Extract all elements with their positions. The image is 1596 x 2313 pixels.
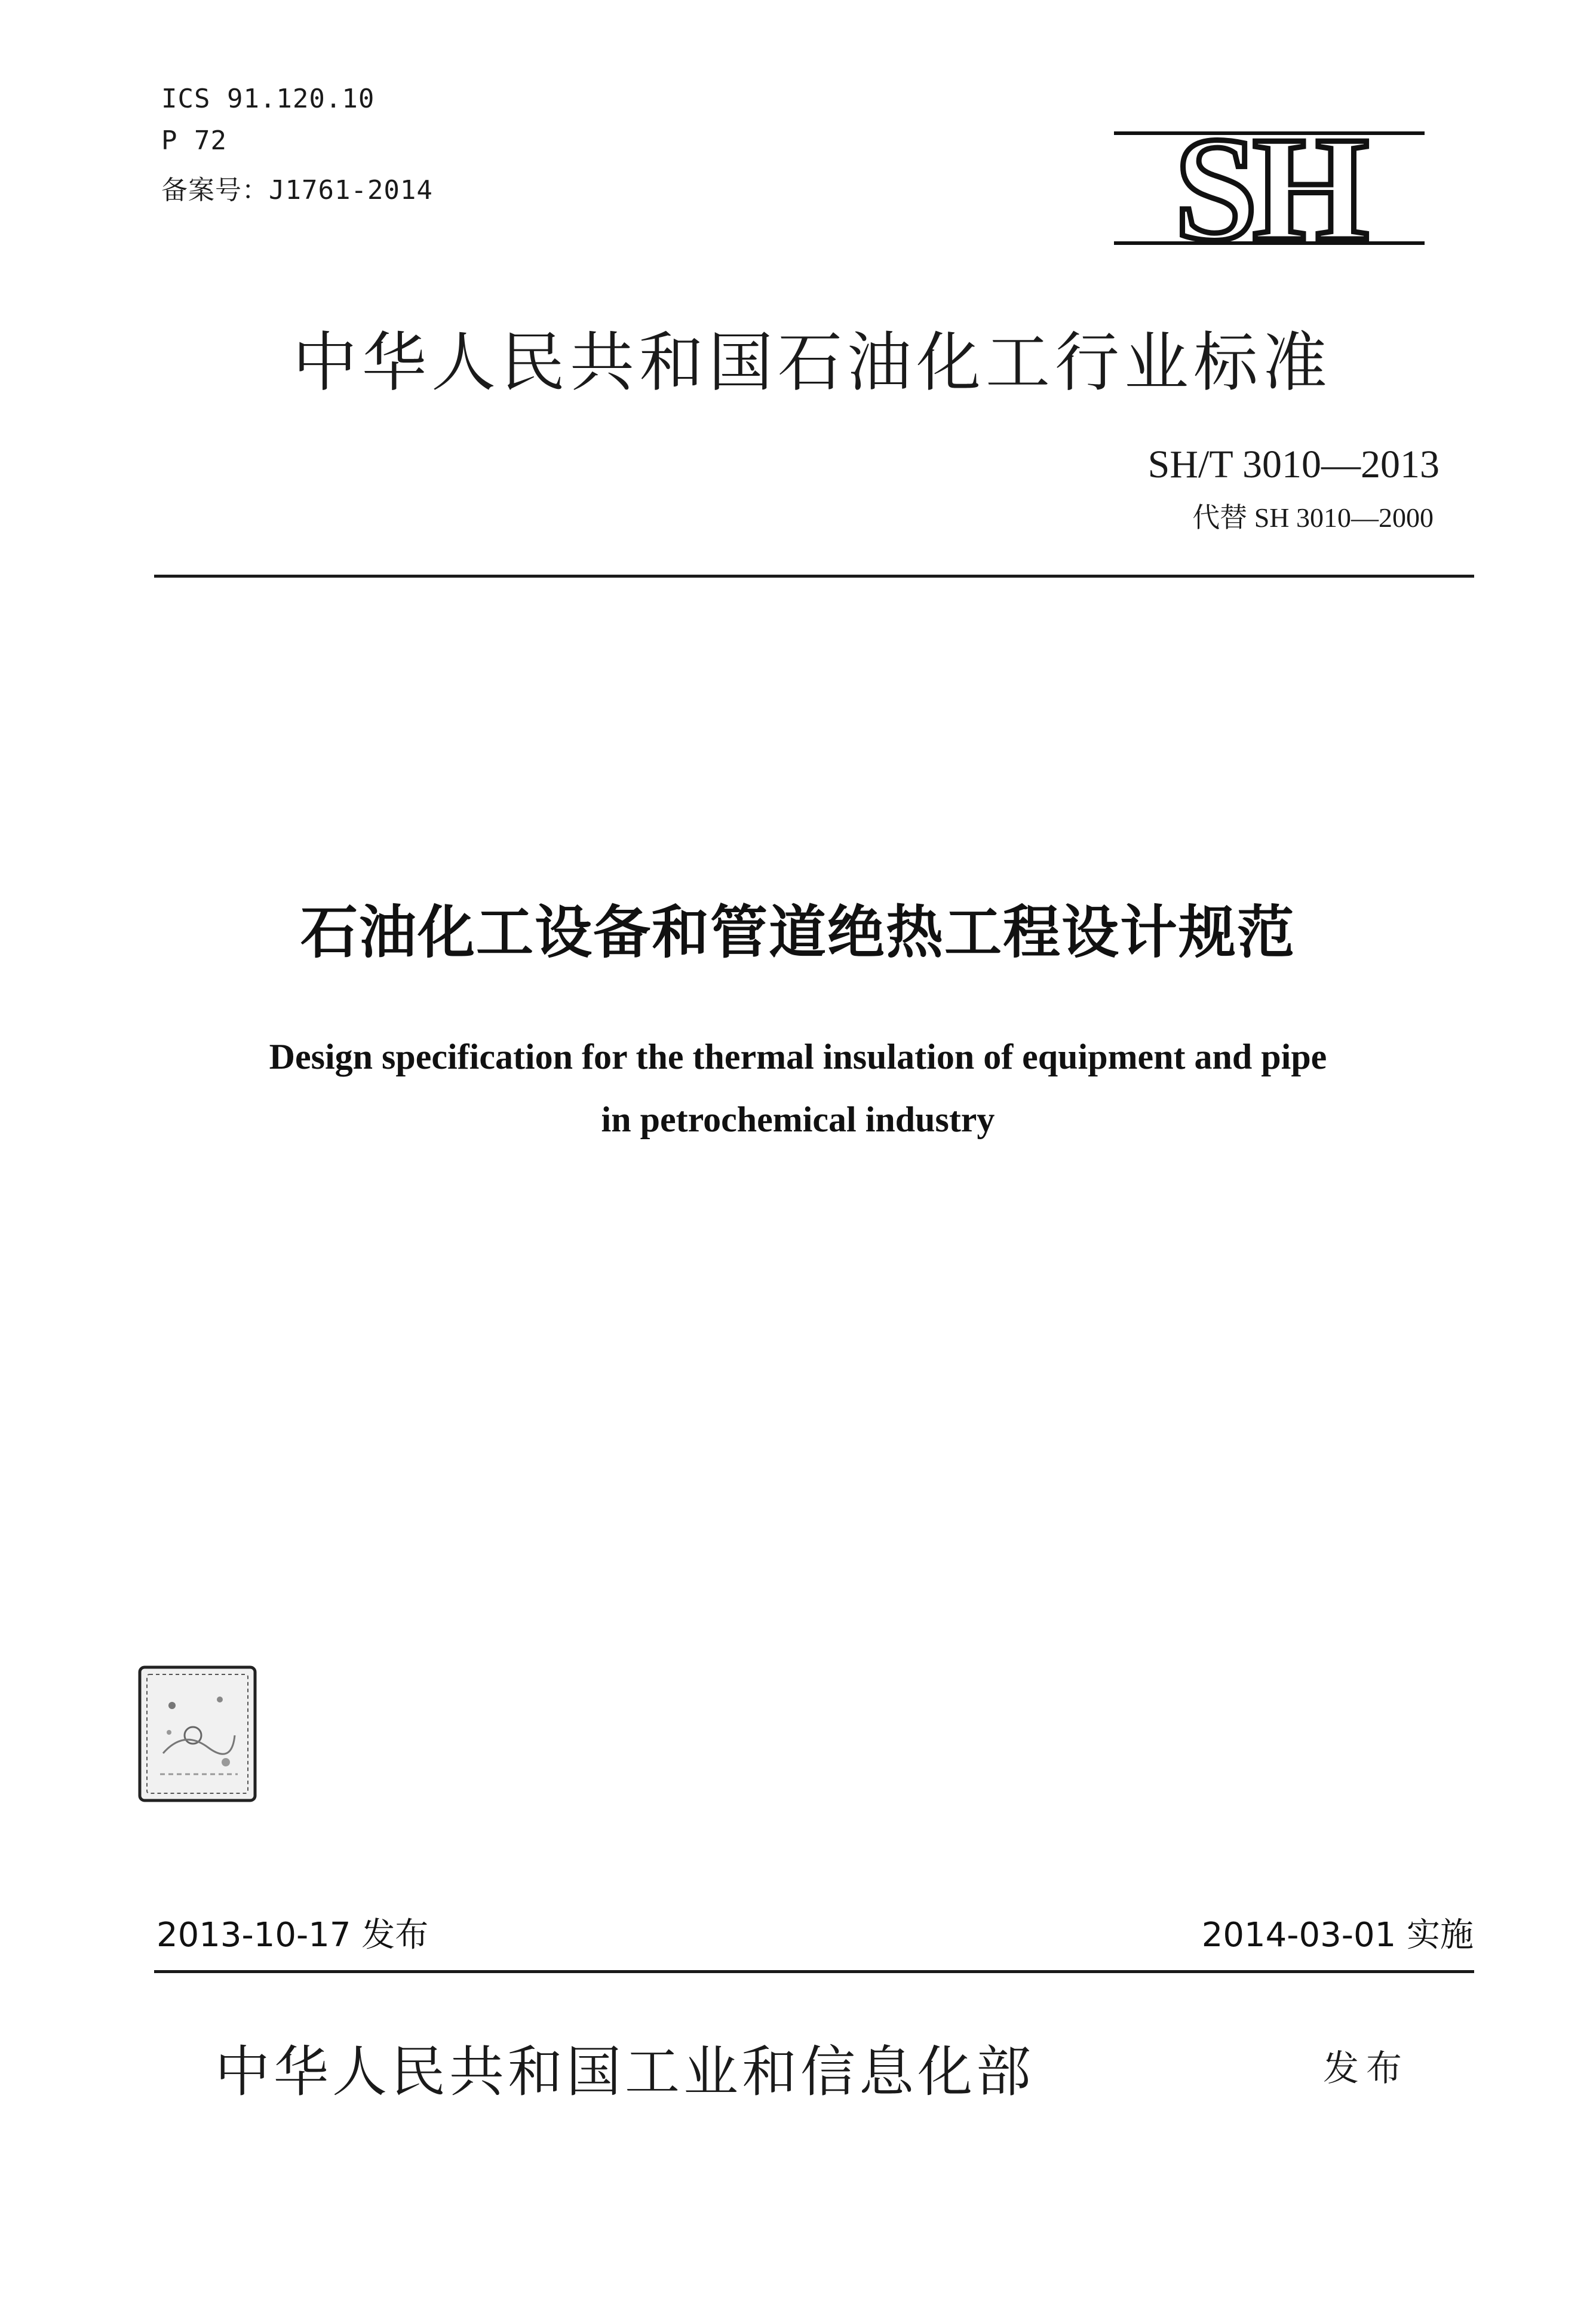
effective-date: 2014-03-01 实施 bbox=[1201, 1916, 1474, 1955]
sh-logo-lettering: SH bbox=[1174, 116, 1364, 260]
english-title-line-2: in petrochemical industry bbox=[601, 1100, 995, 1139]
publisher-name: 中华人民共和国工业和信息化部 bbox=[215, 2040, 1035, 2104]
standard-number: SH/T 3010—2013 bbox=[1147, 443, 1440, 486]
classification-code: P 72 bbox=[161, 125, 227, 156]
replaced-standard: 代替 SH 3010—2000 bbox=[1192, 502, 1434, 533]
issue-date: 2013-10-17 发布 bbox=[156, 1916, 429, 1955]
ics-code: ICS 91.120.10 bbox=[161, 84, 375, 114]
english-title-line-1: Design specification for the thermal insulation of equipment and pipe bbox=[269, 1037, 1327, 1076]
top-divider bbox=[154, 575, 1474, 578]
chinese-title: 石油化工设备和管道绝热工程设计规范 bbox=[300, 899, 1296, 966]
filing-number: 备案号：J1761-2014 bbox=[161, 175, 433, 205]
standard-category-title: 中华人民共和国石油化工行业标准 bbox=[292, 326, 1332, 400]
anti-counterfeit-stamp-icon bbox=[136, 1664, 259, 1804]
sh-logo bbox=[1108, 116, 1431, 260]
bottom-divider bbox=[154, 1970, 1474, 1973]
publisher-action: 发布 bbox=[1323, 2048, 1409, 2090]
